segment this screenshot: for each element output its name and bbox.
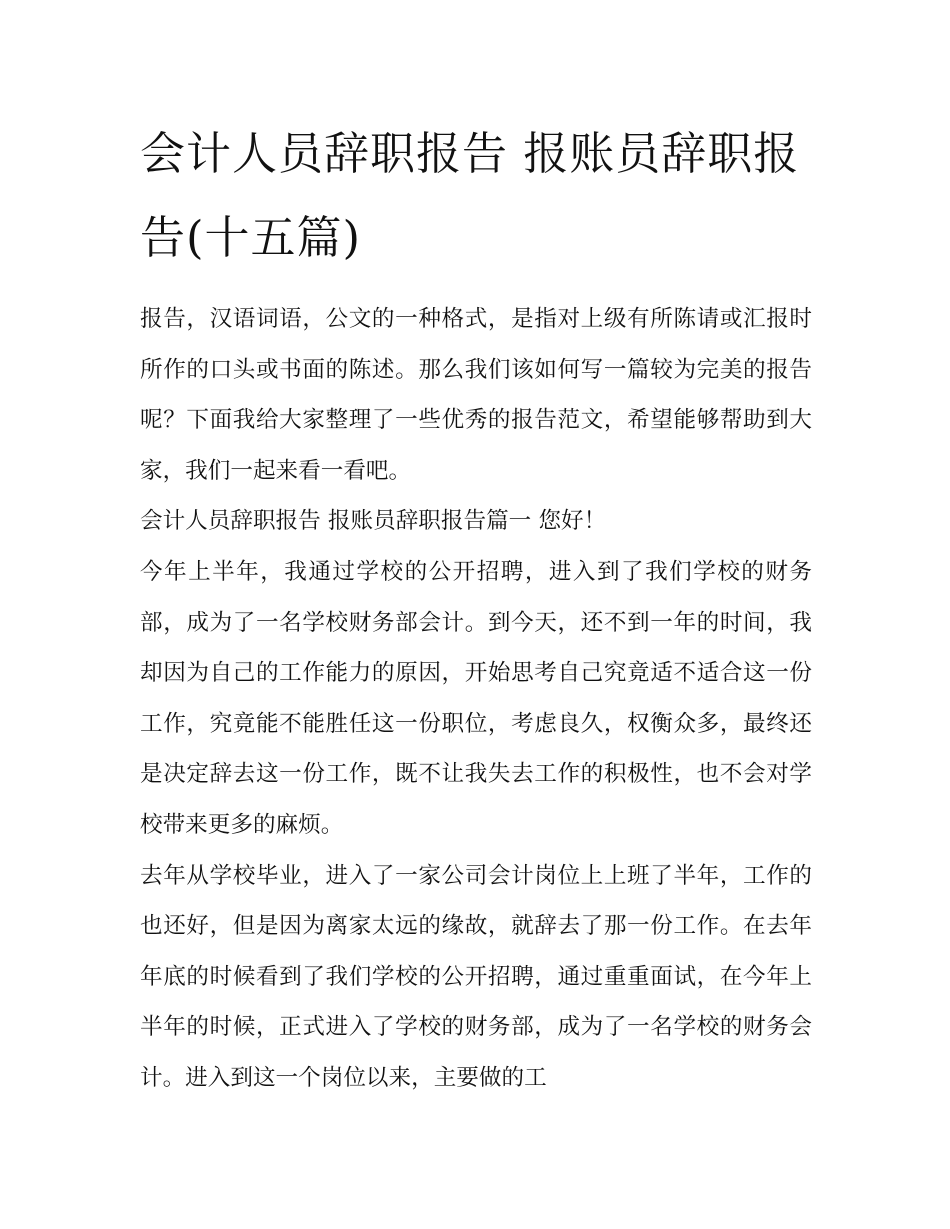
paragraph-body-1: 今年上半年，我通过学校的公开招聘，进入到了我们学校的财务部，成为了一名学校财务部会计。到今天，还不到一年的时间，我却因为自己的工作能力的原因，开始思考自己究竟适不适合这一份工作，究竟能不能胜任这一份职位，考虑良久，权衡众多，最终还是决定辞去这一份工作，既不让我失去工作的积极性，也不会对学校带来更多的麻烦。 <box>140 558 812 838</box>
paragraph-intro: 报告，汉语词语，公文的一种格式，是指对上级有所陈请或汇报时所作的口头或书面的陈述。那么我们该如何写一篇较为完美的报告呢？下面我给大家整理了一些优秀的报告范文，希望能够帮助到大家，我们一起来看一看吧。 <box>140 306 812 484</box>
document-title: 会计人员辞职报告 报账员辞职报告(十五篇) <box>140 127 800 264</box>
paragraph-section-heading: 会计人员辞职报告 报账员辞职报告篇一 您好！ <box>140 508 607 535</box>
paragraph-body-2: 去年从学校毕业，进入了一家公司会计岗位上上班了半年，工作的也还好，但是因为离家太远的缘故，就辞去了那一份工作。在去年年底的时候看到了我们学校的公开招聘，通过重重面试，在今年上半年的时候，正式进入了学校的财务部，成为了一名学校的财务会计。进入到这一个岗位以来，主要做的工 <box>140 862 812 1091</box>
document-page <box>140 112 812 1104</box>
